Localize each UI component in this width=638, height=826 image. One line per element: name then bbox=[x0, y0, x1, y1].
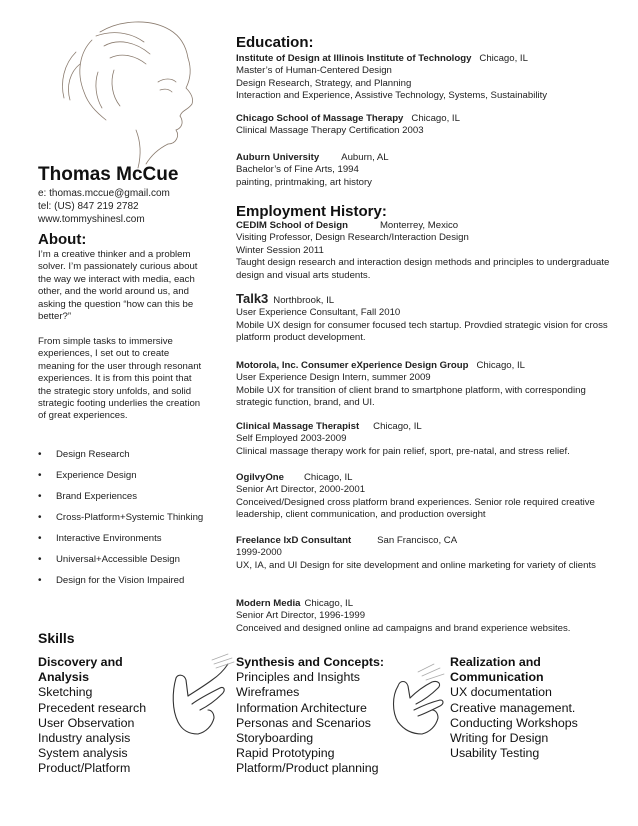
location-text: Auburn, AL bbox=[341, 152, 389, 163]
employer-name: OgilvyOne bbox=[236, 472, 284, 483]
employer-name: Freelance IxD Consultant bbox=[236, 535, 352, 546]
location-text: San Francisco, CA bbox=[377, 535, 458, 546]
skill-item: Sketching bbox=[38, 685, 93, 700]
employer-name: Clinical Massage Therapist bbox=[236, 421, 360, 432]
detail-line: Mobile UX for transition of client brand to smartphone platform, with corresponding strategic function, brand, and UI. bbox=[236, 384, 586, 409]
contact-info bbox=[38, 187, 170, 226]
detail-line: Bachelor’s of Fine Arts, 1994 bbox=[236, 164, 359, 176]
employment-entry bbox=[236, 598, 616, 635]
location-text: Northbrook, IL bbox=[273, 295, 335, 306]
candidate-name: Thomas McCue bbox=[38, 164, 179, 185]
skills-col-title: Synthesis and Concepts: bbox=[236, 655, 385, 669]
location-text: Chicago, IL bbox=[373, 421, 422, 432]
skill-item: Information Architecture bbox=[236, 700, 367, 715]
location-text: Monterrey, Mexico bbox=[379, 220, 459, 231]
skill-item: Usability Testing bbox=[450, 746, 540, 761]
detail-line: Self Employed 2003-2009 bbox=[236, 433, 347, 445]
focus-item: • Design for the Vision Impaired bbox=[38, 570, 210, 591]
skill-item: Industry analysis bbox=[38, 731, 131, 746]
focus-item: • Cross-Platform+Systemic Thinking bbox=[38, 507, 210, 528]
focus-item: • Experience Design bbox=[38, 465, 210, 486]
skills-realization bbox=[450, 655, 610, 761]
employment-entry bbox=[236, 220, 616, 282]
employment-entry bbox=[236, 360, 616, 410]
skill-item: Storyboarding bbox=[236, 731, 314, 746]
detail-line: Senior Art Director, 2000-2001 bbox=[236, 484, 366, 496]
focus-item: • Universal+Accessible Design bbox=[38, 549, 210, 570]
employer-name: Talk3 bbox=[236, 291, 269, 306]
institution-name: Auburn University bbox=[236, 152, 320, 163]
skill-item: Personas and Scenarios bbox=[236, 715, 372, 730]
pinch-hand-icon bbox=[168, 652, 238, 736]
detail-line: Design Research, Strategy, and Planning bbox=[236, 77, 412, 89]
location-text: Chicago, IL bbox=[479, 53, 528, 64]
skill-item: Creative management. bbox=[450, 700, 576, 715]
detail-line: Conceived and designed online ad campaigns and brand experience websites. bbox=[236, 622, 571, 634]
website-link[interactable]: www.tommyshinesl.com bbox=[38, 214, 145, 225]
detail-line: Master’s of Human-Centered Design bbox=[236, 65, 392, 77]
focus-list bbox=[38, 444, 210, 591]
detail-line: Clinical massage therapy work for pain relief, sport, pre-natal, and stress relief. bbox=[236, 445, 570, 457]
detail-line: Winter Session 2011 bbox=[236, 244, 324, 256]
employment-heading: Employment History: bbox=[236, 203, 387, 220]
location-text: Chicago, IL bbox=[476, 360, 525, 371]
employment-entry bbox=[236, 293, 616, 345]
email-text[interactable]: e: thomas.mccue@gmail.com bbox=[38, 188, 170, 199]
location-text: Chicago, IL bbox=[303, 472, 353, 483]
skills-col-title: Realization and bbox=[450, 655, 541, 669]
skill-item: Rapid Prototyping bbox=[236, 746, 335, 761]
skill-item: User Observation bbox=[38, 715, 135, 730]
education-heading: Education: bbox=[236, 34, 314, 51]
detail-line: Taught design research and interaction design methods and principles to undergraduate design and visual arts students. bbox=[236, 257, 610, 281]
focus-item: • Brand Experiences bbox=[38, 486, 210, 507]
detail-line: Clinical Massage Therapy Certification 2003 bbox=[236, 125, 424, 137]
skills-heading: Skills bbox=[38, 630, 75, 646]
focus-item: • Design Research bbox=[38, 444, 210, 465]
skills-discovery bbox=[38, 655, 178, 777]
skill-item: System analysis bbox=[38, 746, 128, 761]
skill-item: Precedent research bbox=[38, 700, 147, 715]
detail-line: User Experience Design Intern, summer 2009 bbox=[236, 372, 431, 384]
employer-name: Motorola, Inc. Consumer eXperience Design Group bbox=[236, 360, 469, 371]
employment-entry bbox=[236, 472, 616, 522]
education-entry bbox=[236, 113, 616, 138]
detail-line: Conceived/Designed cross platform brand experiences. Senior role required creative leadership, client communication, and production oversight bbox=[236, 496, 595, 521]
detail-line: painting, printmaking, art history bbox=[236, 176, 372, 188]
education-entry bbox=[236, 53, 616, 103]
education-entry bbox=[236, 152, 616, 189]
skill-item: Conducting Workshops bbox=[450, 715, 578, 730]
employer-name: CEDIM School of Design bbox=[236, 220, 348, 231]
phone-text: tel: (US) 847 219 2782 bbox=[38, 201, 139, 212]
institution-name: Chicago School of Massage Therapy bbox=[236, 113, 404, 124]
detail-line: User Experience Consultant, Fall 2010 bbox=[236, 307, 401, 319]
detail-line: Senior Art Director, 1996-1999 bbox=[236, 610, 366, 622]
skill-item: UX documentation bbox=[450, 685, 552, 700]
detail-line: UX, IA, and UI Design for site development and online marketing for variety of clients bbox=[236, 559, 596, 571]
skill-item: Product/Platform bbox=[38, 761, 131, 776]
detail-line: Visiting Professor, Design Research/Interaction Design bbox=[236, 232, 469, 244]
skills-col-title: Discovery and bbox=[38, 655, 123, 669]
about-paragraph-2: From simple tasks to immersive experiences, I set out to create meaning for the user through resonant experiences. It is from this point that the strategic story unfolds, and solid strategic footing underlies the creation of great experiences. bbox=[38, 336, 202, 422]
institution-name: Institute of Design at Illinois Institute of Technology bbox=[236, 53, 472, 64]
skill-item: Platform/Product planning bbox=[236, 761, 379, 776]
pinch-hand-icon bbox=[384, 652, 454, 736]
detail-line: 1999-2000 bbox=[236, 547, 282, 559]
skills-col-title: Analysis bbox=[38, 670, 89, 685]
skills-col-title: Communication bbox=[450, 670, 544, 685]
focus-item: • Interactive Environments bbox=[38, 528, 210, 549]
about-heading: About: bbox=[38, 231, 87, 248]
detail-line: Interaction and Experience, Assistive Technology, Systems, Sustainability bbox=[236, 90, 548, 102]
skill-item: Principles and Insights bbox=[236, 670, 360, 685]
employer-name: Modern Media bbox=[236, 598, 301, 609]
skill-item: Wireframes bbox=[236, 685, 300, 700]
location-text: Chicago, IL bbox=[411, 113, 460, 124]
portrait-sketch bbox=[40, 12, 240, 172]
location-text: Chicago, IL bbox=[304, 598, 354, 609]
about-paragraph-1: I’m a creative thinker and a problem solver. I’m passionately curious about the way we interact with media, each other, and the world around us, and asking the question “how can this be better?” bbox=[38, 249, 198, 323]
employment-entry bbox=[236, 421, 616, 458]
skill-item: Writing for Design bbox=[450, 731, 549, 746]
detail-line: Mobile UX design for consumer focused tech startup. Provdied strategic vision for cross platform product development. bbox=[236, 319, 608, 344]
employment-entry bbox=[236, 535, 616, 572]
